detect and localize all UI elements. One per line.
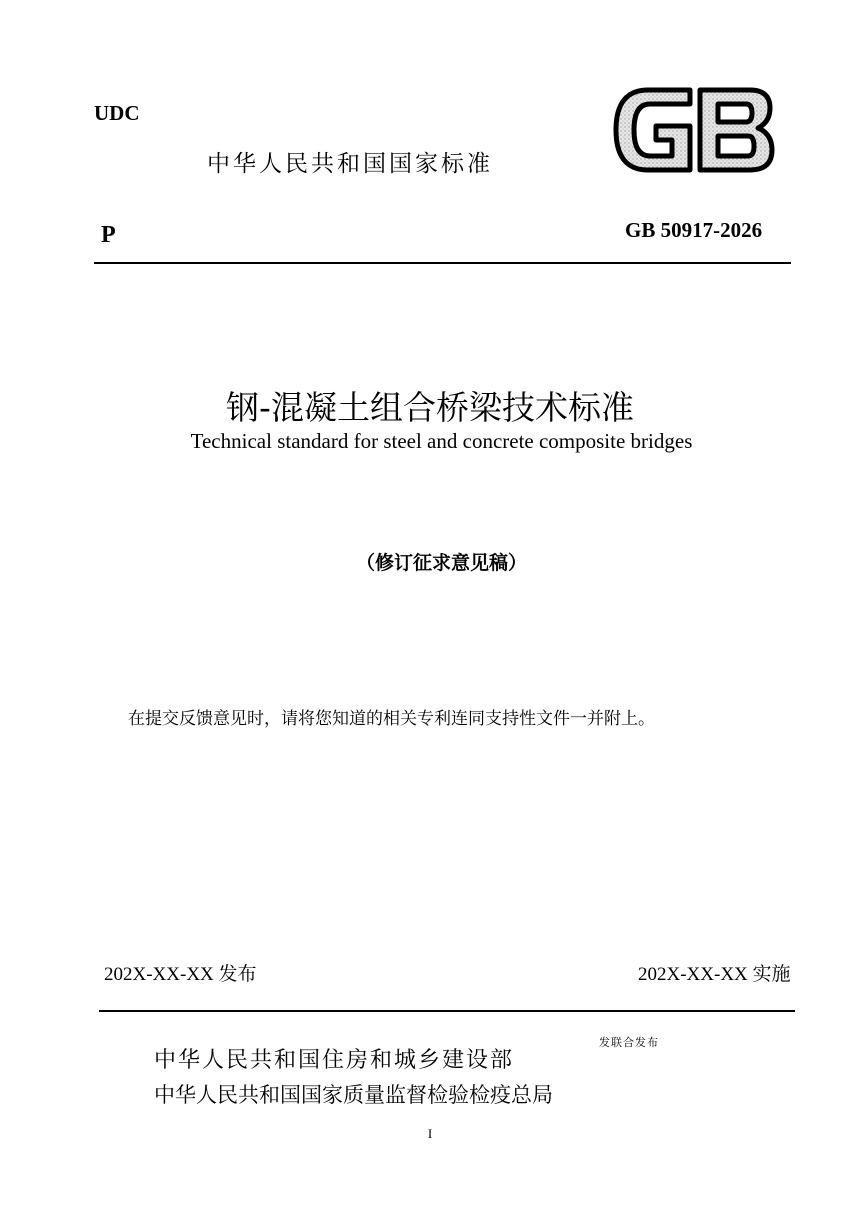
gb-logo [612, 86, 776, 174]
patent-notice: 在提交反馈意见时，请将您知道的相关专利连同支持性文件一并附上。 [128, 709, 655, 729]
bottom-divider [99, 1010, 795, 1012]
title-chinese: 钢-混凝土组合桥梁技术标准 [226, 388, 634, 427]
national-standard-heading: 中华人民共和国国家标准 [207, 151, 493, 177]
category-code: P [101, 222, 116, 248]
top-divider [94, 262, 791, 264]
title-english: Technical standard for steel and concrete composite bridges [190, 429, 693, 453]
joint-issue-note: 发联合发布 [599, 1036, 659, 1049]
issuer-aqsiq: 中华人民共和国国家质量监督检验检疫总局 [154, 1083, 553, 1107]
issuer-ministry: 中华人民共和国住房和城乡建设部 [154, 1048, 515, 1073]
standard-number: GB 50917-2026 [625, 218, 763, 242]
issue-date: 202X-XX-XX 发布 [104, 964, 257, 985]
udc-label: UDC [94, 101, 140, 125]
page-number: I [427, 1126, 433, 1141]
draft-label: （修订征求意见稿） [355, 552, 527, 574]
implementation-date: 202X-XX-XX 实施 [638, 964, 791, 985]
